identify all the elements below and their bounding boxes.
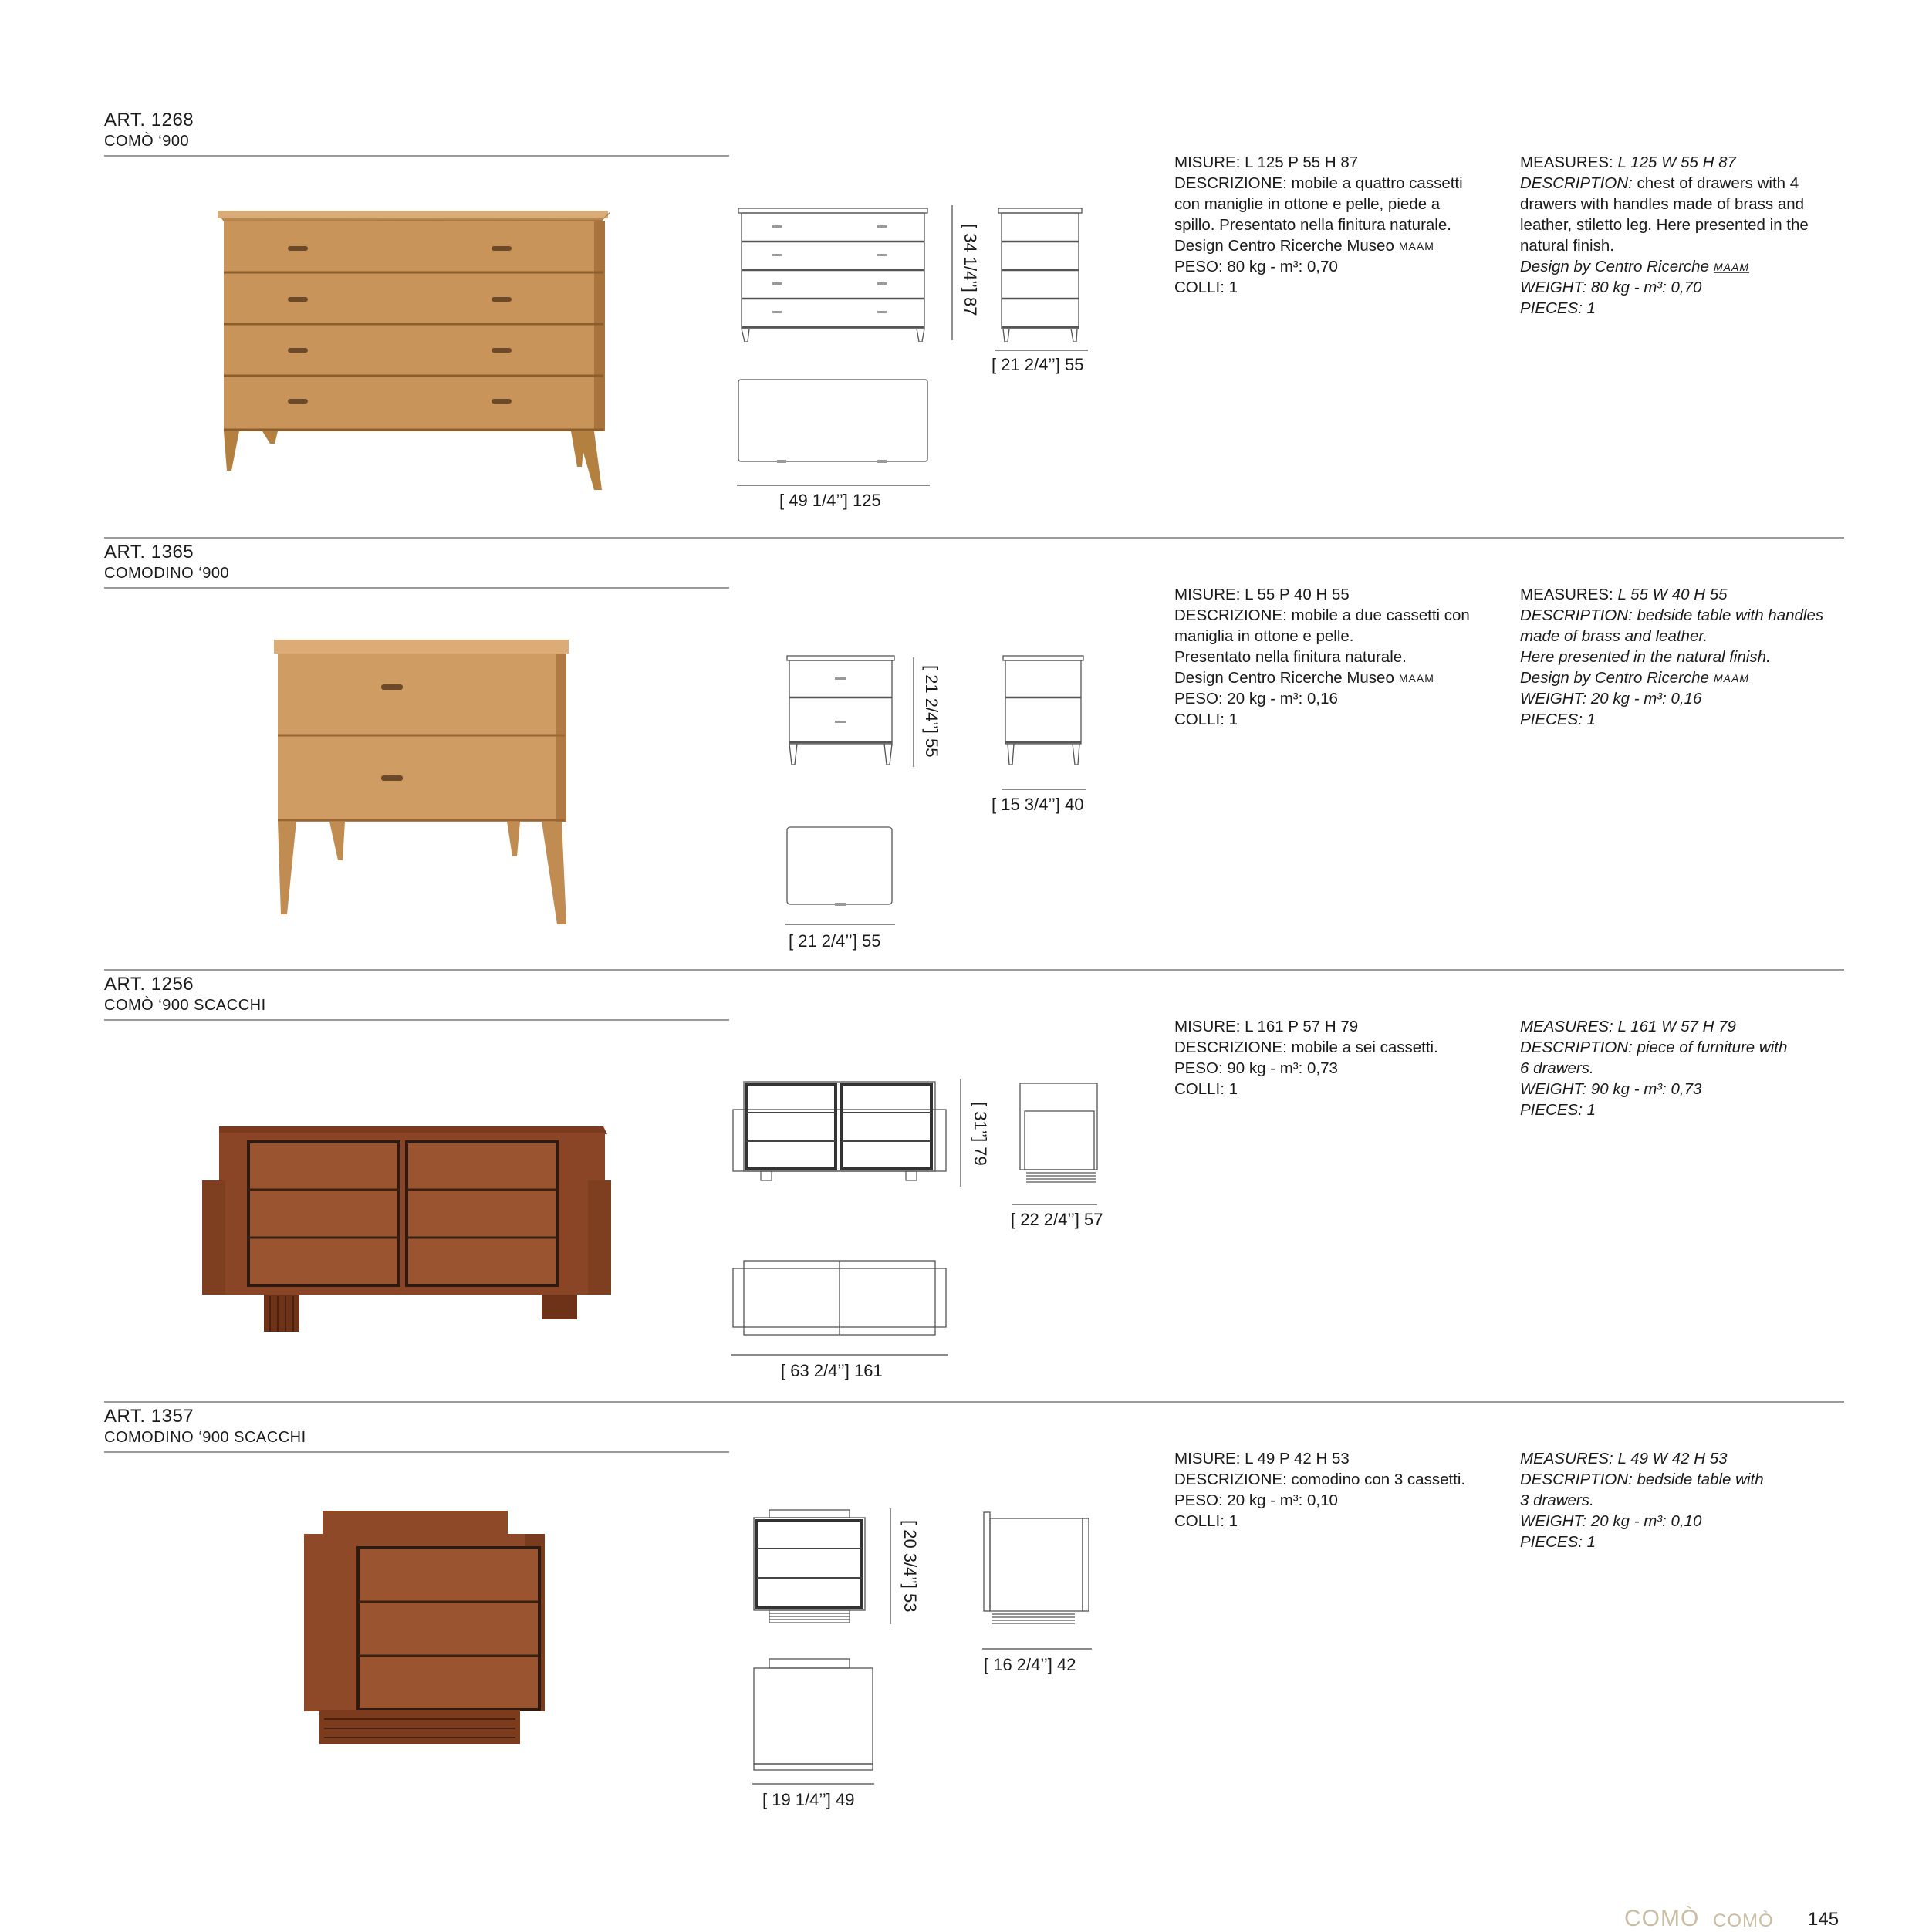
- depth-dimension-label: [ 15 3/4’’] 40: [992, 795, 1084, 814]
- article-name: COMODINO ‘900: [104, 565, 230, 582]
- front-elevation-drawing: [737, 207, 937, 342]
- weight-en: WEIGHT: 20 kg - m³: 0,10: [1520, 1512, 1702, 1530]
- pieces-en: PIECES: 1: [1520, 1101, 1596, 1119]
- spec-english: [1520, 1016, 1844, 1120]
- depth-dimension-label: [ 16 2/4’’] 42: [984, 1655, 1076, 1674]
- depth-dimension-line: [1002, 788, 1086, 792]
- page-number: 145: [1808, 1909, 1839, 1930]
- weight-it: PESO: 20 kg - m³: 0,16: [1174, 690, 1338, 708]
- weight-en: WEIGHT: 90 kg - m³: 0,73: [1520, 1080, 1702, 1098]
- measures-en: MEASURES: L 49 W 42 H 53: [1520, 1450, 1728, 1468]
- weight-en: WEIGHT: 20 kg - m³: 0,16: [1520, 690, 1702, 708]
- depth-dimension-line: [1012, 1203, 1097, 1208]
- article-code: ART. 1268: [104, 110, 194, 130]
- measures-it: MISURE: L 125 P 55 H 87: [1174, 154, 1359, 171]
- spec-italian: [1174, 584, 1498, 730]
- spec-english: [1520, 584, 1844, 730]
- article-name: COMODINO ‘900 SCACCHI: [104, 1429, 306, 1446]
- maam-logo: MAAM: [1398, 240, 1434, 253]
- description-it-line: con maniglie in ottone e pelle, piede a: [1174, 195, 1441, 213]
- description-en-line: DESCRIPTION: bedside table with handles: [1520, 606, 1824, 624]
- description-en-line: Here presented in the natural finish.: [1520, 648, 1771, 666]
- height-dimension-label: [ 31’’] 79: [971, 1102, 990, 1166]
- header-rule: [104, 1019, 729, 1021]
- measures-it: MISURE: L 55 P 40 H 55: [1174, 586, 1350, 603]
- height-dimension-line: [912, 657, 917, 767]
- depth-dimension-line: [995, 349, 1088, 353]
- measures-en: MEASURES: L 55 W 40 H 55: [1520, 586, 1728, 603]
- spec-italian: [1174, 1016, 1498, 1099]
- design-credit-en: Design by Centro Ricerche MAAM: [1520, 669, 1749, 687]
- product-section-1268: [0, 0, 1929, 510]
- description-en-line: drawers with handles made of brass and: [1520, 195, 1805, 213]
- depth-dimension-label: [ 21 2/4’’] 55: [992, 355, 1084, 374]
- height-dimension-label: [ 21 2/4’’] 55: [922, 665, 941, 758]
- front-elevation-drawing: [785, 654, 897, 766]
- pieces-it: COLLI: 1: [1174, 711, 1238, 728]
- width-dimension-label: [ 19 1/4’’] 49: [762, 1790, 855, 1809]
- height-dimension-line: [889, 1508, 894, 1624]
- article-name: COMÒ ‘900 SCACCHI: [104, 997, 266, 1014]
- article-name: COMÒ ‘900: [104, 133, 190, 150]
- spec-english: [1520, 152, 1844, 319]
- description-it-line: DESCRIZIONE: mobile a sei cassetti.: [1174, 1039, 1438, 1056]
- weight-it: PESO: 90 kg - m³: 0,73: [1174, 1059, 1338, 1077]
- top-plan-drawing: [752, 1657, 874, 1773]
- side-elevation-drawing: [995, 207, 1088, 342]
- article-code: ART. 1365: [104, 542, 194, 562]
- spec-italian: [1174, 1448, 1498, 1532]
- description-it-line: DESCRIZIONE: mobile a quattro cassetti: [1174, 174, 1463, 192]
- description-en-line: DESCRIPTION: bedside table with: [1520, 1471, 1764, 1488]
- depth-dimension-line: [982, 1647, 1092, 1652]
- side-elevation-drawing: [1002, 654, 1088, 766]
- description-en-line: leather, stiletto leg. Here presented in the: [1520, 216, 1809, 234]
- description-it-line: DESCRIZIONE: mobile a due cassetti con: [1174, 606, 1470, 624]
- measures-it: MISURE: L 161 P 57 H 79: [1174, 1018, 1359, 1035]
- article-code: ART. 1256: [104, 974, 194, 995]
- description-it-line: spillo. Presentato nella finitura naturale.: [1174, 216, 1451, 234]
- footer-category: COMÒ: [1624, 1906, 1700, 1931]
- description-it-line: Presentato nella finitura naturale.: [1174, 648, 1407, 666]
- design-credit-it: Design Centro Ricerche Museo MAAM: [1174, 669, 1434, 687]
- side-elevation-drawing: [982, 1511, 1092, 1625]
- maam-logo: MAAM: [1713, 672, 1749, 685]
- height-dimension-label: [ 20 3/4’’] 53: [900, 1520, 920, 1613]
- spec-english: [1520, 1448, 1844, 1552]
- description-it-line: DESCRIZIONE: comodino con 3 cassetti.: [1174, 1471, 1466, 1488]
- pieces-it: COLLI: 1: [1174, 1512, 1238, 1530]
- description-en-line: DESCRIPTION: piece of furniture with: [1520, 1039, 1788, 1056]
- measures-it: MISURE: L 49 P 42 H 53: [1174, 1450, 1350, 1468]
- height-dimension-line: [959, 1079, 964, 1187]
- product-section-1256: [0, 864, 1929, 1380]
- header-rule: [104, 1451, 729, 1453]
- product-section-1357: [0, 1296, 1929, 1809]
- description-en-line: 3 drawers.: [1520, 1491, 1594, 1509]
- front-elevation-drawing: [752, 1508, 867, 1624]
- bedside-table-photo: [301, 1511, 548, 1746]
- footer-category-small: COMÒ: [1713, 1910, 1774, 1931]
- description-en-line: DESCRIPTION: chest of drawers with 4: [1520, 174, 1799, 192]
- width-dimension-label: [ 63 2/4’’] 161: [781, 1361, 883, 1380]
- height-dimension-label: [ 34 1/4’’] 87: [961, 224, 980, 316]
- product-section-1365: [0, 432, 1929, 951]
- design-credit-it: Design Centro Ricerche Museo MAAM: [1174, 237, 1434, 255]
- article-code: ART. 1357: [104, 1406, 194, 1427]
- height-dimension-line: [951, 205, 955, 340]
- description-en-line: natural finish.: [1520, 237, 1614, 255]
- measures-en: MEASURES: L 125 W 55 H 87: [1520, 154, 1736, 171]
- pieces-en: PIECES: 1: [1520, 1533, 1596, 1551]
- width-dimension-label: [ 49 1/4’’] 125: [779, 491, 881, 510]
- spec-italian: [1174, 152, 1498, 298]
- pieces-en: PIECES: 1: [1520, 299, 1596, 317]
- maam-logo: MAAM: [1398, 672, 1434, 685]
- front-elevation-drawing: [731, 1079, 948, 1187]
- pieces-en: PIECES: 1: [1520, 711, 1596, 728]
- width-dimension-line: [752, 1782, 874, 1787]
- depth-dimension-label: [ 22 2/4’’] 57: [1011, 1210, 1103, 1229]
- weight-en: WEIGHT: 80 kg - m³: 0,70: [1520, 279, 1702, 296]
- measures-en: MEASURES: L 161 W 57 H 79: [1520, 1018, 1736, 1035]
- description-en-line: made of brass and leather.: [1520, 627, 1708, 645]
- description-en-line: 6 drawers.: [1520, 1059, 1594, 1077]
- width-dimension-label: [ 21 2/4’’] 55: [789, 931, 881, 951]
- side-elevation-drawing: [1019, 1082, 1100, 1186]
- pieces-it: COLLI: 1: [1174, 1080, 1238, 1098]
- design-credit-en: Design by Centro Ricerche MAAM: [1520, 258, 1749, 275]
- weight-it: PESO: 80 kg - m³: 0,70: [1174, 258, 1338, 275]
- header-rule: [104, 155, 729, 157]
- header-rule: [104, 587, 729, 589]
- weight-it: PESO: 20 kg - m³: 0,10: [1174, 1491, 1338, 1509]
- maam-logo: MAAM: [1713, 261, 1749, 274]
- pieces-it: COLLI: 1: [1174, 279, 1238, 296]
- description-it-line: maniglia in ottone e pelle.: [1174, 627, 1354, 645]
